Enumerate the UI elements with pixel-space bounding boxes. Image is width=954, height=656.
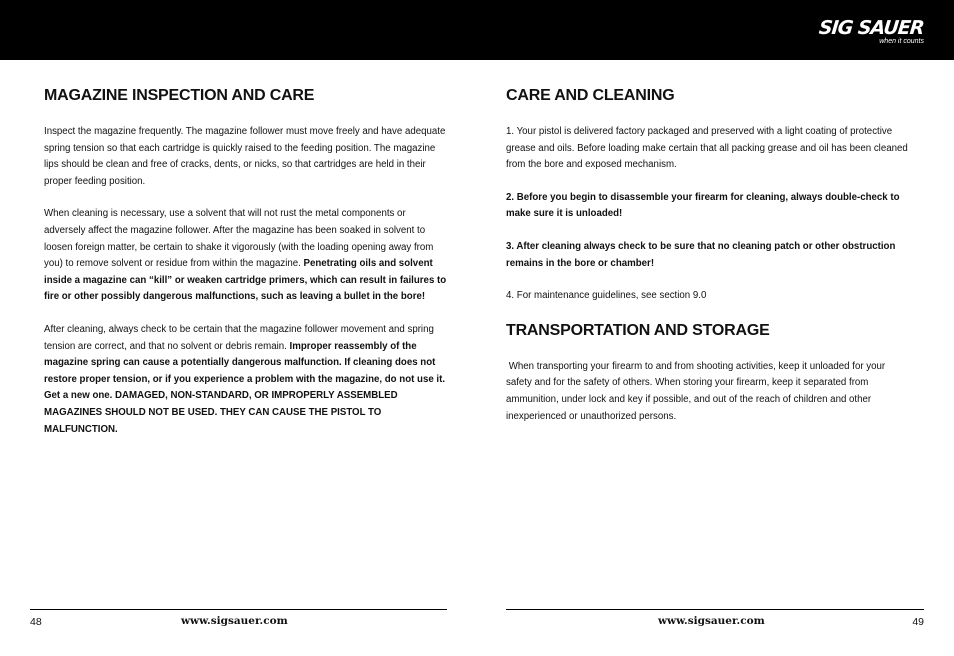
- transport-storage-title: TRANSPORTATION AND STORAGE: [506, 321, 770, 339]
- left-page-content: [44, 86, 449, 454]
- website-link-left[interactable]: www.sigsauer.com: [181, 615, 288, 627]
- magazine-paragraph-2-text: When cleaning is necessary, use a solvent that will not rust the metal components or adversely affect the magazine follower. After the magazine has been soaked in solvent to loosen foreign matter, be certain to shake it vigorously (with the loading opening away from you) to remove solvent or residue from within the magazine.: [44, 208, 434, 270]
- footer-rule-right: [506, 609, 924, 610]
- care-item-1: 1. Your pistol is delivered factory packaged and preserved with a light coating of protective grease and oils. Before loading make certain that all packing grease and oil has been cleaned from the bore and exposed mechanism.: [506, 126, 908, 171]
- magazine-paragraph-2: [44, 206, 449, 306]
- page-number-left: 48: [30, 616, 42, 628]
- care-item-2-warning: 2. Before you begin to disassemble your firearm for cleaning, always double-check to make sure it is unloaded!: [506, 191, 900, 220]
- logo-wordmark: SIG SAUER: [818, 17, 926, 39]
- care-item-4: 4. For maintenance guidelines, see section 9.0: [506, 290, 707, 302]
- magazine-paragraph-2-warning: Penetrating oils and solvent inside a magazine can “kill” or weaken cartridge primers, which can result in failures to fire or other possibly dangerous malfunctions, such as leaving a bullet in the bore!: [44, 258, 447, 303]
- footer-rule-left: [30, 609, 447, 610]
- care-item-3: [506, 239, 911, 272]
- page-number-right: 49: [912, 616, 924, 628]
- logo-tagline: when it counts: [879, 38, 924, 45]
- sig-sauer-logo: [819, 18, 924, 46]
- magazine-paragraph-3-warning: Improper reassembly of the magazine spring can cause a potentially dangerous malfunction. If cleaning does not restore proper tension, or if you experience a problem with the magazine, do not use it. Get a new one. DAMAGED, NON-STANDARD, OR IMPROPERLY ASSEMBLED MAGAZINES SHOULD NOT BE USED. THEY CAN CAUSE THE PISTOL TO MALFUNCTION.: [44, 340, 446, 435]
- magazine-section-title: MAGAZINE INSPECTION AND CARE: [44, 87, 315, 104]
- header-bar: [0, 0, 954, 60]
- care-item-3-warning: 3. After cleaning always check to be sure that no cleaning patch or other obstruction remains in the bore or chamber!: [506, 240, 896, 269]
- care-cleaning-title: CARE AND CLEANING: [506, 87, 675, 104]
- care-item-2: [506, 190, 911, 223]
- magazine-paragraph-3-text: After cleaning, always check to be certain that the magazine follower movement and spring tension are correct, and that no solvent or debris remain.: [44, 323, 434, 352]
- magazine-paragraph-3: [44, 322, 449, 438]
- magazine-paragraph-1: Inspect the magazine frequently. The magazine follower must move freely and have adequate spring tension so that each cartridge is quickly raised to the feeding position. The magazine lips should be clean and free of cracks, dents, or nicks, so that cartridges are held in their proper feeding position.: [44, 126, 446, 187]
- transport-paragraph: When transporting your firearm to and from shooting activities, keep it unloaded for your safety and for the safety of others. When storing your firearm, keep it separated from ammunition, under lock and key if possible, and out of the reach of children and other inexperienced or unauthorized persons.: [506, 360, 888, 422]
- right-page-content: [506, 86, 911, 441]
- website-link-right[interactable]: www.sigsauer.com: [658, 615, 765, 627]
